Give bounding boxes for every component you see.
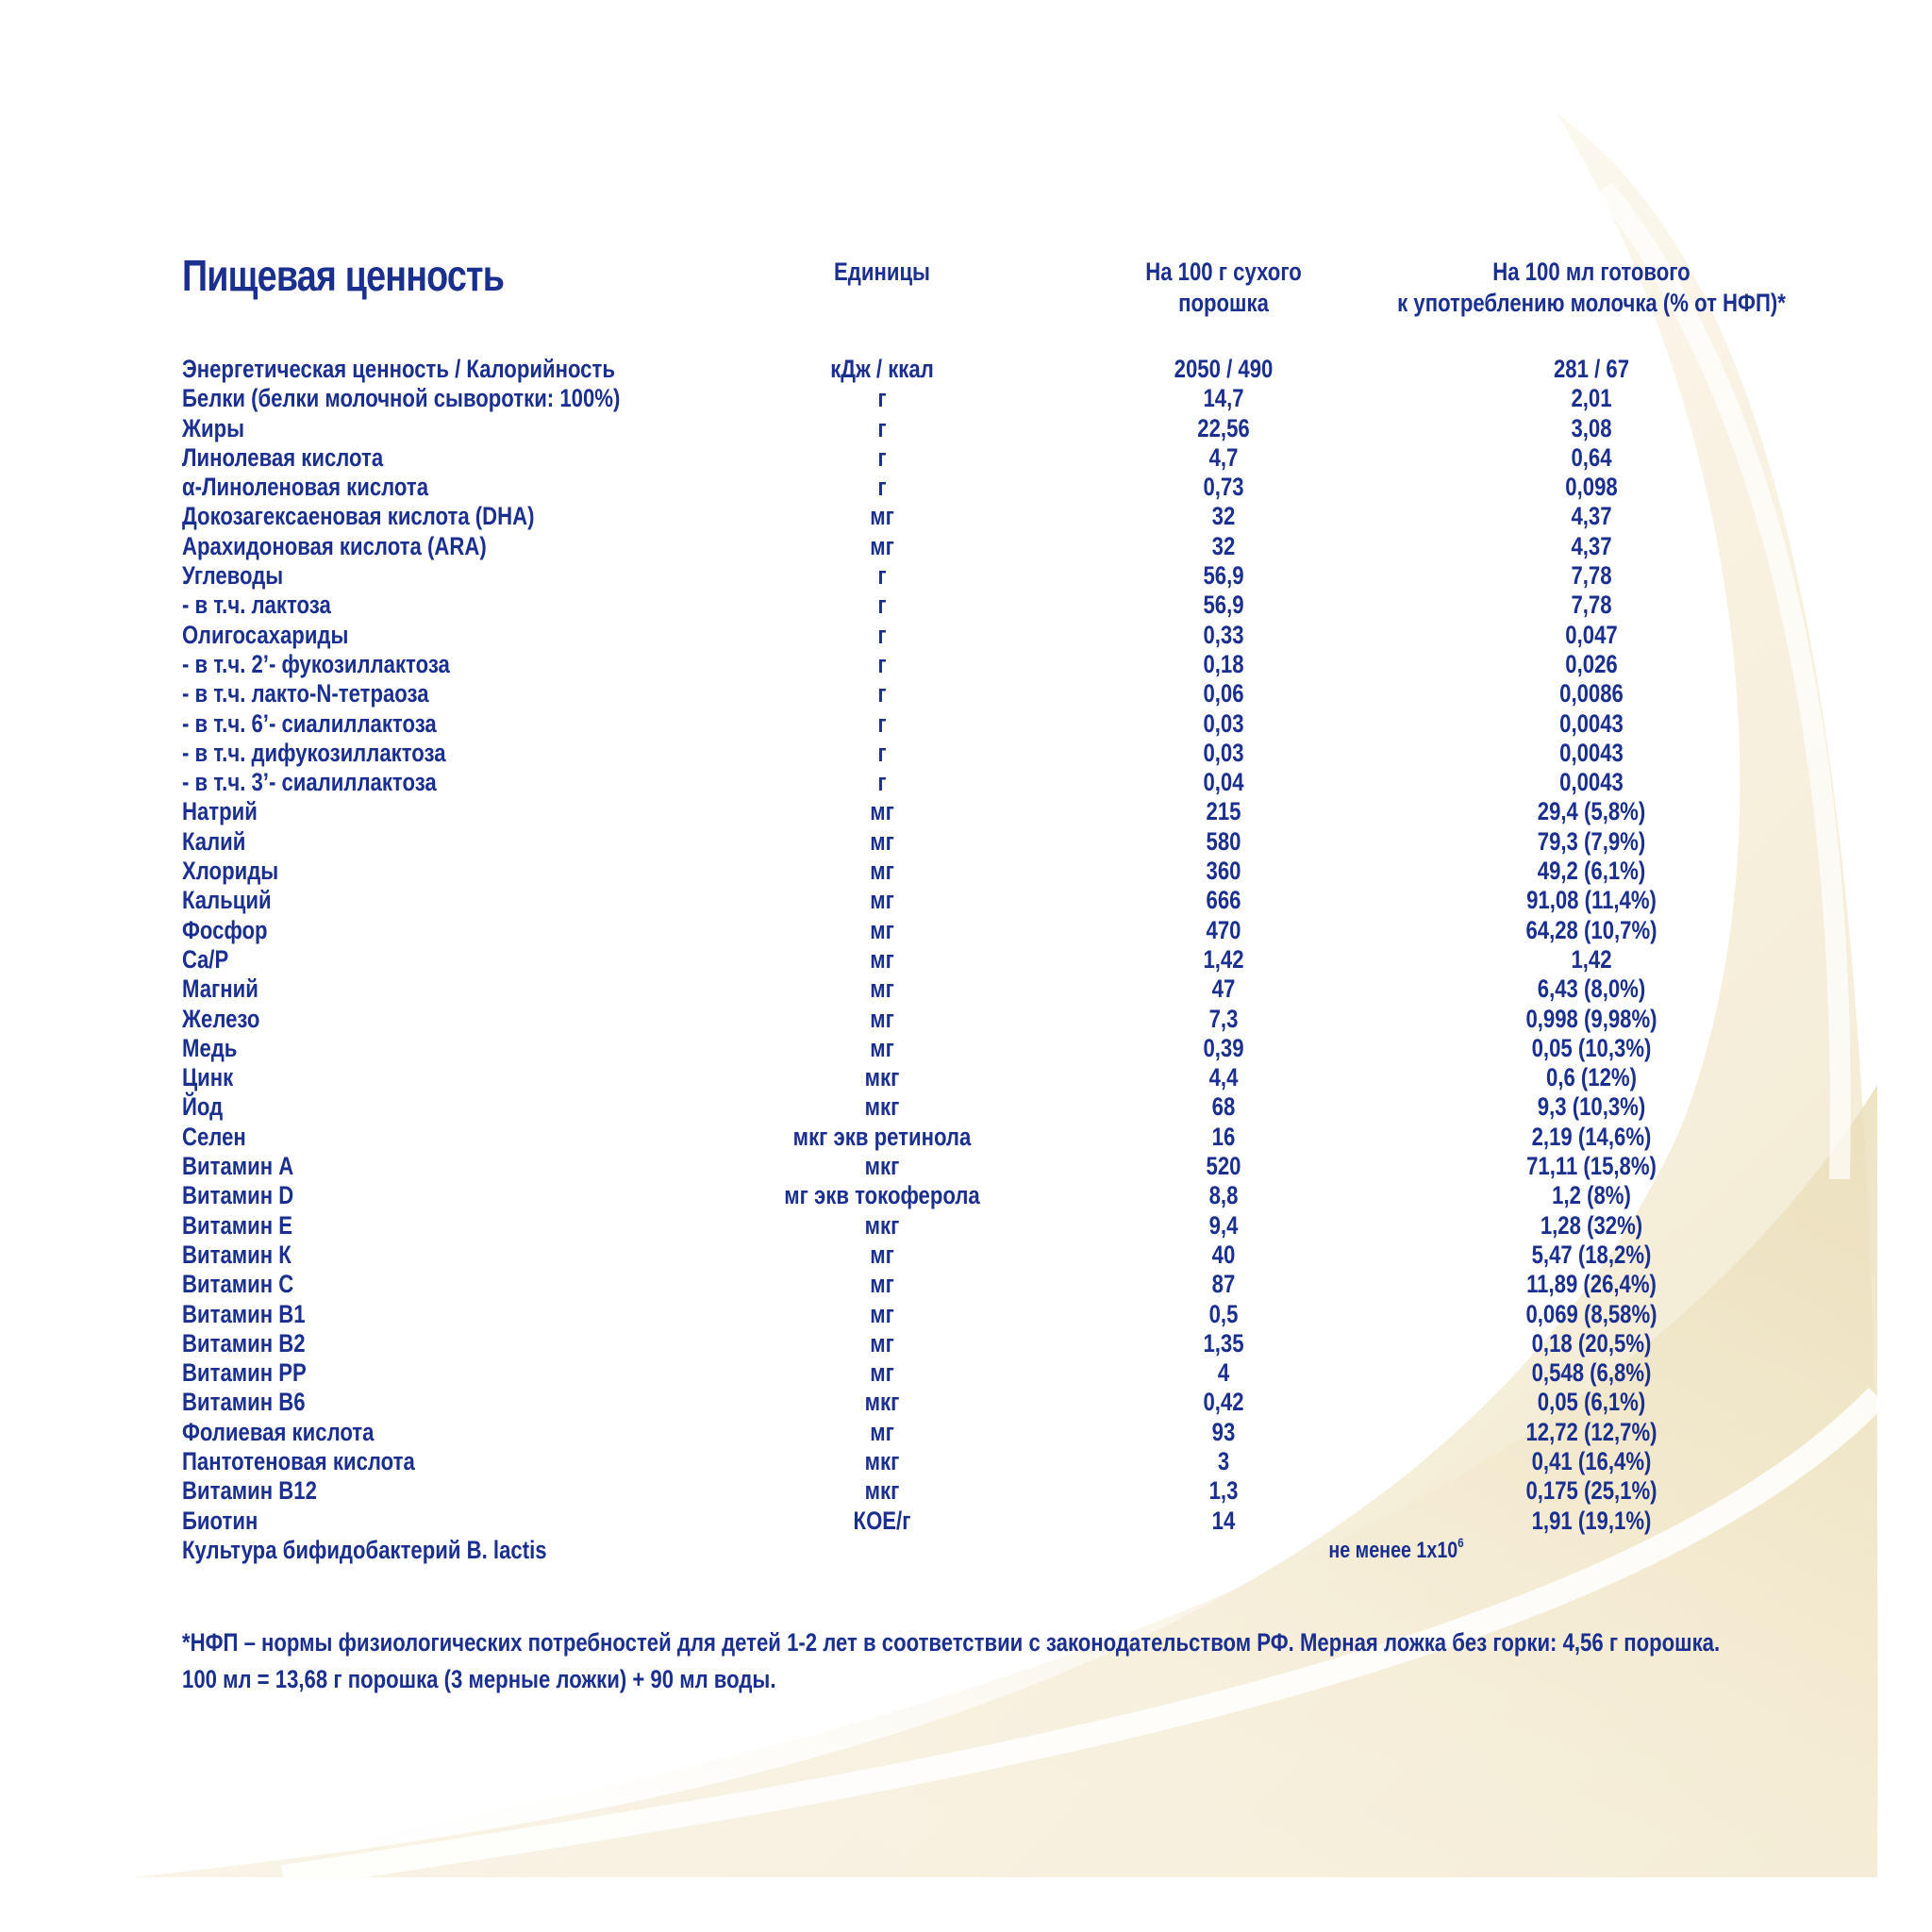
nutrient-name: Пантотеновая кислота [182,1446,415,1475]
dry-value-cell: 0,5 [1208,1299,1239,1328]
unit-cell: мг [870,797,894,826]
unit-cell: мг [870,974,894,1004]
table-row [0,473,1932,502]
column-header-units-label: Единицы [834,258,930,286]
table-row [0,1123,1932,1152]
table-row [0,591,1932,620]
nutrient-name: Медь [182,1033,238,1062]
nutrient-name: - в т.ч. 6’- сиалиллактоза [182,708,437,738]
ready-value-cell: 0,05 (6,1%) [1537,1388,1646,1417]
unit-cell: мг [870,1270,894,1299]
unit-cell: г [877,649,887,678]
table-row [0,1418,1932,1447]
nutrient-name: Линолевая кислота [182,442,384,472]
dry-value-cell: 0,73 [1203,473,1244,502]
unit-cell: г [877,384,887,413]
table-row [0,1388,1932,1417]
column-header-ready-line-1: На 100 мл готового [1492,258,1690,286]
footnote-line-1: *НФП – нормы физиологических потребностей для детей 1-2 лет в соответствии с законодательством РФ. Мерная ложка без горки: 4,56 г порошка. [182,1628,1721,1657]
ready-value-cell: 0,998 (9,98%) [1525,1004,1657,1033]
dry-value-cell: 666 [1206,886,1241,915]
ready-value-cell: 1,2 (8%) [1552,1181,1631,1210]
ready-value-cell: 64,28 (10,7%) [1525,915,1657,944]
column-header-dry-line-1: На 100 г сухого [1145,258,1302,286]
ready-value-cell: 9,3 (10,3%) [1537,1092,1646,1122]
ready-value-cell: 0,026 [1565,649,1618,678]
table-row [0,1241,1932,1270]
table-row [0,827,1932,857]
table-row [0,1092,1932,1122]
unit-cell: г [877,473,887,502]
table-row [0,532,1932,561]
dry-value-cell: 16 [1211,1122,1236,1151]
dry-value-cell: 32 [1211,502,1236,531]
dry-value-cell: 47 [1211,974,1236,1004]
ready-value-cell: 2,01 [1571,384,1612,413]
nutrient-name: Витамин А [182,1152,294,1181]
table-row [0,1005,1932,1034]
nutrition-table [0,355,1932,1565]
nutrient-name: Витамин Е [182,1210,293,1240]
ready-value-cell: 0,548 (6,8%) [1531,1358,1652,1388]
ready-value-cell: 2,19 (14,6%) [1531,1122,1652,1151]
merged-value-exponent: 6 [1457,1534,1464,1550]
ready-value-cell: 0,6 (12%) [1546,1063,1637,1092]
unit-cell: мг [870,915,894,944]
table-row [0,1211,1932,1241]
dry-value-cell: 470 [1206,915,1241,944]
table-row [0,797,1932,826]
nutrient-name: Витамин К [182,1240,291,1269]
unit-cell: мг [870,1004,894,1033]
dry-value-cell: 9,4 [1208,1210,1239,1240]
unit-cell: мг [870,1299,894,1328]
ready-value-cell: 29,4 (5,8%) [1537,797,1646,826]
dry-value-cell: 7,3 [1208,1004,1239,1033]
ready-value-cell: 11,89 (26,4%) [1526,1270,1657,1299]
ready-value-cell: 71,11 (15,8%) [1526,1152,1657,1181]
dry-value-cell: 22,56 [1197,413,1250,442]
dry-value-cell: 1,35 [1203,1328,1244,1357]
dry-value-cell: 3 [1217,1446,1230,1475]
nutrient-name: Фосфор [182,915,268,944]
unit-cell: г [877,679,887,708]
merged-value-text: не менее 1x10 [1328,1537,1458,1563]
table-row [0,443,1932,473]
table-row [0,945,1932,974]
column-header-units [834,257,930,288]
dry-value-cell: 56,9 [1203,561,1244,591]
dry-value-cell: 215 [1206,797,1241,826]
ready-value-cell: 0,41 (16,4%) [1531,1446,1652,1475]
unit-cell: г [877,561,887,591]
ready-value-cell: 5,47 (18,2%) [1531,1240,1652,1269]
table-row [0,621,1932,650]
dry-value-cell: 56,9 [1203,591,1244,620]
table-row [0,1536,1932,1565]
nutrient-name: Углеводы [182,561,284,591]
table-row [0,414,1932,443]
ready-value-cell: 1,28 (32%) [1540,1210,1643,1240]
nutrient-name: Железо [182,1004,260,1033]
table-row [0,1270,1932,1299]
dry-value-cell: 0,18 [1203,649,1244,678]
unit-cell: КОЕ/г [853,1506,911,1535]
ready-value-cell: 0,069 (8,58%) [1525,1299,1657,1328]
nutrient-name: Витамин В1 [182,1299,306,1328]
nutrient-name: Витамин С [182,1270,294,1299]
dry-value-cell: 14,7 [1203,384,1244,413]
nutrient-name: - в т.ч. 2’- фукозиллактоза [182,649,450,678]
nutrient-name: - в т.ч. лакто-N-тетраоза [182,679,429,708]
table-row [0,768,1932,797]
dry-value-cell: 8,8 [1208,1181,1239,1210]
footnote-line-2: 100 мл = 13,68 г порошка (3 мерные ложки) + 90 мл воды. [182,1665,776,1693]
nutrient-name: Витамин В6 [182,1388,306,1417]
dry-value-cell: 0,06 [1203,679,1244,708]
dry-value-cell: 0,03 [1203,708,1244,738]
ready-value-cell: 12,72 (12,7%) [1525,1417,1657,1446]
ready-value-cell: 0,0043 [1559,768,1624,797]
dry-value-cell: 32 [1211,531,1236,560]
unit-cell: мг [870,1328,894,1357]
table-row [0,502,1932,531]
unit-cell: мг экв токоферола [784,1181,980,1210]
unit-cell: мг [870,886,894,915]
nutrient-name: Цинк [182,1063,234,1092]
unit-cell: г [877,708,887,738]
ready-value-cell: 0,047 [1565,620,1618,649]
nutrient-name: Витамин В12 [182,1476,317,1506]
dry-value-cell: 0,42 [1203,1388,1244,1417]
nutrient-name: Витамин РР [182,1358,307,1388]
ready-value-cell: 0,64 [1571,442,1612,472]
nutrient-name: Жиры [182,413,245,442]
dry-value-cell: 580 [1206,826,1241,856]
nutrient-name: Культура бифидобактерий B. lactis [182,1535,547,1564]
nutrient-name: Фолиевая кислота [182,1417,375,1446]
dry-value-cell: 93 [1211,1417,1236,1446]
nutrient-name: Селен [182,1122,246,1151]
dry-value-cell: 0,04 [1203,768,1244,797]
table-row [0,679,1932,708]
unit-cell: мг [870,944,894,974]
table-row [0,355,1932,384]
dry-value-cell: 4 [1217,1358,1230,1388]
unit-cell: мг [870,1358,894,1388]
column-header-dry-line-2: порошка [1178,289,1269,317]
ready-value-cell: 6,43 (8,0%) [1537,974,1646,1004]
ready-value-cell: 91,08 (11,4%) [1526,886,1657,915]
ready-value-cell: 0,098 [1565,473,1618,502]
ready-value-cell: 0,0086 [1559,679,1624,708]
table-row [0,739,1932,768]
dry-value-cell: 2050 / 490 [1174,355,1274,383]
ready-value-cell: 7,78 [1571,591,1612,620]
table-row [0,650,1932,679]
ready-value-cell: 281 / 67 [1553,355,1630,383]
nutrient-name: Магний [182,974,258,1004]
table-row [0,886,1932,915]
dry-value-cell: 68 [1211,1092,1236,1122]
unit-cell: мкг [864,1092,900,1122]
dry-value-cell: 40 [1211,1240,1236,1269]
table-row [0,1034,1932,1063]
dry-value-cell: 0,39 [1203,1033,1244,1062]
unit-cell: г [877,620,887,649]
unit-cell: г [877,413,887,442]
ready-value-cell: 4,37 [1571,502,1612,531]
unit-cell: мг [870,502,894,531]
nutrient-name: α-Линоленовая кислота [182,473,429,502]
ready-value-cell: 1,91 (19,1%) [1531,1506,1652,1535]
table-row [0,384,1932,413]
unit-cell: мг [870,531,894,560]
table-row [0,709,1932,739]
unit-cell: мкг [864,1476,900,1506]
unit-cell: мкг [864,1388,900,1417]
nutrient-name: Энергетическая ценность / Калорийность [182,355,615,383]
dry-value-cell: 1,42 [1203,944,1244,974]
footnote [182,1624,1720,1698]
nutrient-name: - в т.ч. дифукозиллактоза [182,738,446,767]
nutrient-name: Хлориды [182,857,279,886]
table-row [0,1358,1932,1388]
table-row [0,1476,1932,1506]
table-row [0,1507,1932,1536]
dry-value-cell: 14 [1211,1506,1236,1535]
unit-cell: мкг [864,1210,900,1240]
table-row [0,1181,1932,1210]
unit-cell: мг [870,1417,894,1446]
ready-value-cell: 7,78 [1571,561,1612,591]
unit-cell: мкг [864,1446,900,1475]
dry-value-cell: 0,33 [1203,620,1244,649]
unit-cell: мкг [864,1152,900,1181]
unit-cell: г [877,738,887,767]
unit-cell: г [877,591,887,620]
unit-cell: мг [870,857,894,886]
nutrient-name: - в т.ч. 3’- сиалиллактоза [182,768,437,797]
unit-cell: мкг [864,1063,900,1092]
dry-value-cell: 360 [1206,857,1241,886]
ready-value-cell: 49,2 (6,1%) [1537,857,1646,886]
dry-value-cell: 87 [1211,1270,1236,1299]
table-row [0,1447,1932,1476]
table-row [0,561,1932,591]
nutrient-name: Арахидоновая кислота (ARA) [182,531,487,560]
table-row [0,1300,1932,1329]
nutrient-name: Докозагексаеновая кислота (DHA) [182,502,535,531]
nutrient-name: Олигосахариды [182,620,349,649]
table-row [0,974,1932,1004]
nutrient-name: Витамин В2 [182,1328,306,1357]
nutrient-name: Биотин [182,1506,258,1535]
unit-cell: мг [870,1033,894,1062]
unit-cell: мкг экв ретинола [792,1122,972,1151]
table-row [0,1063,1932,1092]
column-header-dry [1145,257,1302,319]
ready-value-cell: 4,37 [1571,531,1612,560]
table-row [0,1152,1932,1181]
ready-value-cell: 79,3 (7,9%) [1537,826,1646,856]
table-row [0,916,1932,945]
nutrient-name: Витамин D [182,1181,294,1210]
table-row [0,857,1932,886]
unit-cell: г [877,442,887,472]
table-row [0,1329,1932,1358]
dry-value-cell: 1,3 [1208,1476,1239,1506]
page-title: Пищевая ценность [182,251,505,300]
dry-value-cell: 4,7 [1208,442,1239,472]
nutrient-name: Кальций [182,886,272,915]
nutrient-name: Калий [182,826,246,856]
column-header-ready-line-2: к употреблению молочка (% от НФП)* [1397,289,1786,317]
ready-value-cell: 3,08 [1571,413,1612,442]
ready-value-cell: 0,05 (10,3%) [1531,1033,1652,1062]
unit-cell: мг [870,1240,894,1269]
ready-value-cell: 1,42 [1571,944,1612,974]
ready-value-cell: 0,18 (20,5%) [1531,1328,1652,1357]
ready-value-cell: 0,0043 [1559,738,1624,767]
unit-cell: кДж / ккал [830,355,934,383]
unit-cell: г [877,768,887,797]
nutrient-name: Натрий [182,797,258,826]
merged-value [1328,1536,1463,1565]
dry-value-cell: 4,4 [1208,1063,1239,1092]
nutrient-name: Ca/P [182,944,229,974]
ready-value-cell: 0,0043 [1559,708,1624,738]
nutrient-name: Йод [182,1092,224,1122]
dry-value-cell: 520 [1206,1152,1241,1181]
nutrient-name: - в т.ч. лактоза [182,591,331,620]
ready-value-cell: 0,175 (25,1%) [1525,1476,1657,1506]
column-header-ready [1397,257,1786,319]
nutrient-name: Белки (белки молочной сыворотки: 100%) [182,384,621,413]
unit-cell: мг [870,826,894,856]
dry-value-cell: 0,03 [1203,738,1244,767]
